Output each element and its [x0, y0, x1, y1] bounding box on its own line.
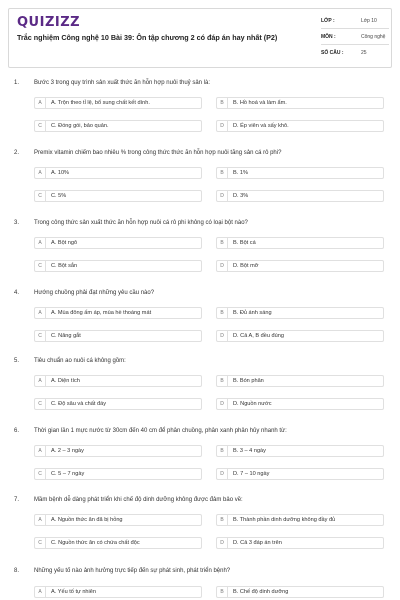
option-letter: A: [35, 98, 46, 108]
option-b[interactable]: [216, 97, 384, 109]
option-text: B. Thành phần dinh dưỡng không đầy đủ: [233, 517, 336, 523]
option-a[interactable]: [34, 586, 202, 598]
option-text: D. 3%: [233, 193, 249, 199]
question-number: 4.: [14, 290, 20, 296]
option-text: A. Nguồn thức ăn đã bị hỏng: [51, 517, 123, 523]
option-letter: A: [35, 376, 46, 386]
meta-value: 25: [361, 50, 367, 56]
option-letter: A: [35, 238, 46, 248]
option-d[interactable]: [216, 330, 384, 342]
option-text: D. 7 – 10 ngày: [233, 471, 270, 477]
option-text: D. Cả 3 đáp án trên: [233, 540, 282, 546]
option-a[interactable]: [34, 97, 202, 109]
option-text: C. 5%: [51, 193, 67, 199]
option-d[interactable]: [216, 260, 384, 272]
option-letter: C: [35, 191, 46, 201]
option-letter: D: [217, 399, 228, 409]
option-text: B. Bón phân: [233, 378, 264, 384]
question-number: 3.: [14, 220, 20, 226]
option-letter: A: [35, 168, 46, 178]
option-c[interactable]: [34, 190, 202, 202]
option-text: C. Nguồn thức ăn có chứa chất độc: [51, 540, 140, 546]
option-text: D. Nguồn nước: [233, 401, 272, 407]
option-text: A. Mùa đông ấm áp, mùa hè thoáng mát: [51, 310, 152, 316]
question-text: Mầm bệnh dễ dàng phát triển khi chế độ dinh dưỡng không được đảm bảo về:: [34, 497, 243, 503]
option-c[interactable]: [34, 260, 202, 272]
option-text: C. Nâng gắt: [51, 333, 81, 339]
question-text: Hướng chuồng phải đạt những yêu cầu nào?: [34, 290, 155, 296]
quiz-header: [8, 8, 392, 68]
meta-label: LỚP :: [321, 17, 335, 24]
option-letter: D: [217, 469, 228, 479]
option-letter: B: [217, 446, 228, 456]
meta-value: Lớp 10: [361, 17, 377, 24]
option-c[interactable]: [34, 120, 202, 132]
question-text: Bước 3 trong quy trình sản xuất thức ăn hỗn hợp nuôi thuỷ sản là:: [34, 80, 211, 86]
meta-value: Công nghệ: [361, 33, 386, 40]
option-c[interactable]: [34, 398, 202, 410]
option-text: A. 2 – 3 ngày: [51, 448, 84, 454]
option-letter: D: [217, 538, 228, 548]
option-a[interactable]: [34, 167, 202, 179]
question-number: 2.: [14, 150, 20, 156]
option-d[interactable]: [216, 120, 384, 132]
option-d[interactable]: [216, 468, 384, 480]
option-text: D. Cả A, B đều đúng: [233, 333, 284, 339]
option-d[interactable]: [216, 398, 384, 410]
option-b[interactable]: [216, 167, 384, 179]
option-b[interactable]: [216, 514, 384, 526]
option-text: A. Bột ngô: [51, 240, 78, 246]
option-c[interactable]: [34, 537, 202, 549]
option-b[interactable]: [216, 586, 384, 598]
meta-row-question-count: [321, 45, 389, 61]
option-a[interactable]: [34, 514, 202, 526]
option-b[interactable]: [216, 445, 384, 457]
option-text: B. Chế độ dinh dưỡng: [233, 589, 289, 595]
option-text: C. Độ sâu và chất đáy: [51, 401, 107, 407]
option-text: C. 5 – 7 ngày: [51, 471, 85, 477]
option-text: A. Diện tích: [51, 378, 80, 384]
option-a[interactable]: [34, 445, 202, 457]
option-b[interactable]: [216, 237, 384, 249]
question-text: Tiêu chuẩn ao nuôi cá không gồm:: [34, 358, 126, 364]
option-letter: B: [217, 376, 228, 386]
option-letter: C: [35, 469, 46, 479]
option-text: A. 10%: [51, 170, 70, 176]
option-letter: D: [217, 121, 228, 131]
option-text: A. Trộn theo tỉ lệ, bổ sung chất kết dính.: [51, 100, 150, 106]
meta-label: MÔN :: [321, 33, 336, 40]
option-letter: B: [217, 587, 228, 597]
option-letter: D: [217, 191, 228, 201]
option-letter: B: [217, 168, 228, 178]
option-letter: C: [35, 538, 46, 548]
option-text: B. Hồ hoá và làm ẩm.: [233, 100, 287, 106]
option-letter: A: [35, 587, 46, 597]
option-text: C. Đóng gói, bảo quản.: [51, 123, 109, 129]
option-a[interactable]: [34, 237, 202, 249]
option-text: C. Bột sắn: [51, 263, 78, 269]
option-text: B. 3 – 4 ngày: [233, 448, 266, 454]
option-d[interactable]: [216, 537, 384, 549]
option-letter: D: [217, 261, 228, 271]
meta-row-class: [321, 13, 389, 29]
question-text: Premix vitamin chiếm bao nhiêu % trong công thức thức ăn hỗn hợp nuôi tăng sản cá rô phi?: [34, 150, 282, 156]
option-letter: C: [35, 331, 46, 341]
option-letter: B: [217, 238, 228, 248]
option-text: D. Ép viên và sấy khô.: [233, 123, 289, 129]
meta-label: SỐ CÂU :: [321, 50, 344, 56]
option-letter: B: [217, 98, 228, 108]
option-letter: A: [35, 308, 46, 318]
question-text: Trong công thức sản xuất thức ăn hỗn hợp nuôi cá rô phi không có loại bột nào?: [34, 220, 248, 226]
option-c[interactable]: [34, 330, 202, 342]
option-letter: B: [217, 308, 228, 318]
option-a[interactable]: [34, 307, 202, 319]
question-number: 5.: [14, 358, 20, 364]
option-text: B. 1%: [233, 170, 248, 176]
option-b[interactable]: [216, 307, 384, 319]
option-a[interactable]: [34, 375, 202, 387]
option-letter: C: [35, 121, 46, 131]
question-number: 1.: [14, 80, 20, 86]
option-letter: A: [35, 446, 46, 456]
option-letter: C: [35, 399, 46, 409]
quiz-meta-table: [321, 13, 389, 61]
meta-row-subject: [321, 29, 389, 45]
option-b[interactable]: [216, 375, 384, 387]
option-text: A. Yếu tố tự nhiên: [51, 589, 97, 595]
option-letter: D: [217, 331, 228, 341]
option-letter: A: [35, 515, 46, 525]
question-number: 8.: [14, 568, 20, 574]
question-text: Những yếu tố nào ảnh hưởng trực tiếp đến sự phát sinh, phát triển bệnh?: [34, 568, 231, 574]
option-letter: C: [35, 261, 46, 271]
question-number: 6.: [14, 428, 20, 434]
question-number: 7.: [14, 497, 20, 503]
option-c[interactable]: [34, 468, 202, 480]
option-letter: B: [217, 515, 228, 525]
page-title: Trắc nghiệm Công nghệ 10 Bài 39: Ôn tập chương 2 có đáp án hay nhất (P2): [17, 33, 278, 42]
quizizz-logo: QUIZIZZ: [17, 15, 81, 30]
option-text: B. Đủ ánh sáng: [233, 310, 272, 316]
option-d[interactable]: [216, 190, 384, 202]
option-text: B. Bột cá: [233, 240, 256, 246]
question-text: Thời gian lần 1 mực nước từ 30cm đến 40 cm để phân chuồng, phân xanh phân hủy nhanh từ:: [34, 428, 287, 434]
option-text: D. Bột mỡ: [233, 263, 259, 269]
